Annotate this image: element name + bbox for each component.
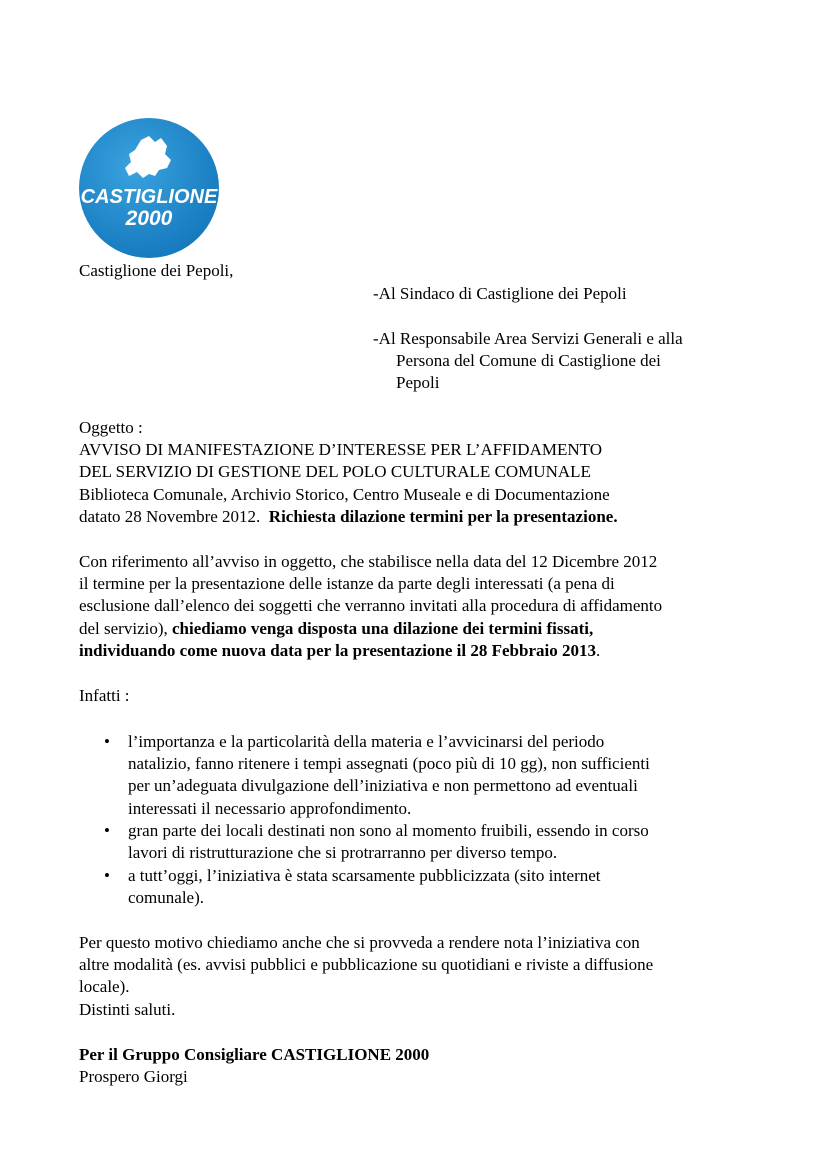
subject-date-text: datato 28 Novembre 2012. (79, 507, 269, 526)
bullet-3-line2: comunale). (128, 888, 204, 907)
subject-request-text: Richiesta dilazione termini per la presentazione. (268, 507, 618, 526)
body1-line5-bold: individuando come nuova data per la presentazione il 28 Febbraio 2013 (79, 641, 596, 660)
logo-text-line1: CASTIGLIONE (80, 186, 218, 208)
body2-line1: Per questo motivo chiediamo anche che si provveda a rendere nota l’iniziativa con (79, 933, 640, 952)
body1-line4 (79, 618, 593, 640)
closing-greeting: Distinti saluti. (79, 1000, 176, 1019)
subject-line3: Biblioteca Comunale, Archivio Storico, Centro Museale e di Documentazione (79, 485, 610, 504)
body1-line4-plain: del servizio), (79, 619, 172, 638)
recipient-mayor: -Al Sindaco di Castiglione dei Pepoli (373, 284, 627, 303)
bullet-3-line1: a tutt’oggi, l’iniziativa è stata scarsamente pubblicizzata (sito internet (128, 866, 601, 885)
body2-line2: altre modalità (es. avvisi pubblici e pubblicazione su quotidiani e riviste a diffusione (79, 955, 654, 974)
body1-line3: esclusione dall’elenco dei soggetti che verranno invitati alla procedura di affidamento (79, 596, 663, 615)
subject-line1: AVVISO DI MANIFESTAZIONE D’INTERESSE PER L’AFFIDAMENTO (79, 440, 602, 459)
recipient-manager-line2: Persona del Comune di Castiglione dei (396, 351, 661, 370)
bullet-1-marker: • (104, 732, 110, 751)
body1-line5-plain: . (595, 641, 601, 660)
subject-line2: DEL SERVIZIO DI GESTIONE DEL POLO CULTURALE COMUNALE (79, 462, 591, 481)
signature-name: Prospero Giorgi (79, 1067, 188, 1086)
bullet-1-line4: interessati il necessario approfondimento. (128, 799, 412, 818)
bullet-3-marker: • (104, 866, 110, 885)
bullet-2-line2: lavori di ristrutturazione che si protrarranno per diverso tempo. (128, 843, 558, 862)
body1-line5 (79, 640, 600, 662)
body1-line2: il termine per la presentazione delle istanze da parte degli interessati (a pena di (79, 574, 615, 593)
castiglione-2000-logo (79, 118, 219, 258)
place-line: Castiglione dei Pepoli, (79, 261, 234, 280)
body2-line3: locale). (79, 977, 130, 996)
signature-group: Per il Gruppo Consigliare CASTIGLIONE 2000 (79, 1045, 430, 1064)
subject-label: Oggetto : (79, 418, 143, 437)
recipient-manager-line1: -Al Responsabile Area Servizi Generali e alla (373, 329, 683, 348)
bullet-1-line3: per un’adeguata divulgazione dell’iniziativa e non permettono ad eventuali (128, 776, 638, 795)
logo-text-line2: 2000 (125, 207, 173, 230)
infatti-label: Infatti : (79, 686, 130, 705)
bullet-2-line1: gran parte dei locali destinati non sono al momento fruibili, essendo in corso (128, 821, 649, 840)
recipient-manager-line3: Pepoli (396, 373, 440, 392)
bullet-1-line2: natalizio, fanno ritenere i tempi assegnati (poco più di 10 gg), non sufficienti (128, 754, 650, 773)
body1-line4-bold: chiediamo venga disposta una dilazione dei termini fissati, (172, 619, 594, 638)
bullet-2-marker: • (104, 821, 110, 840)
bullet-1-line1: l’importanza e la particolarità della materia e l’avvicinarsi del periodo (128, 732, 605, 751)
subject-line4 (79, 506, 618, 528)
body1-line1: Con riferimento all’avviso in oggetto, che stabilisce nella data del 12 Dicembre 2012 (79, 552, 658, 571)
